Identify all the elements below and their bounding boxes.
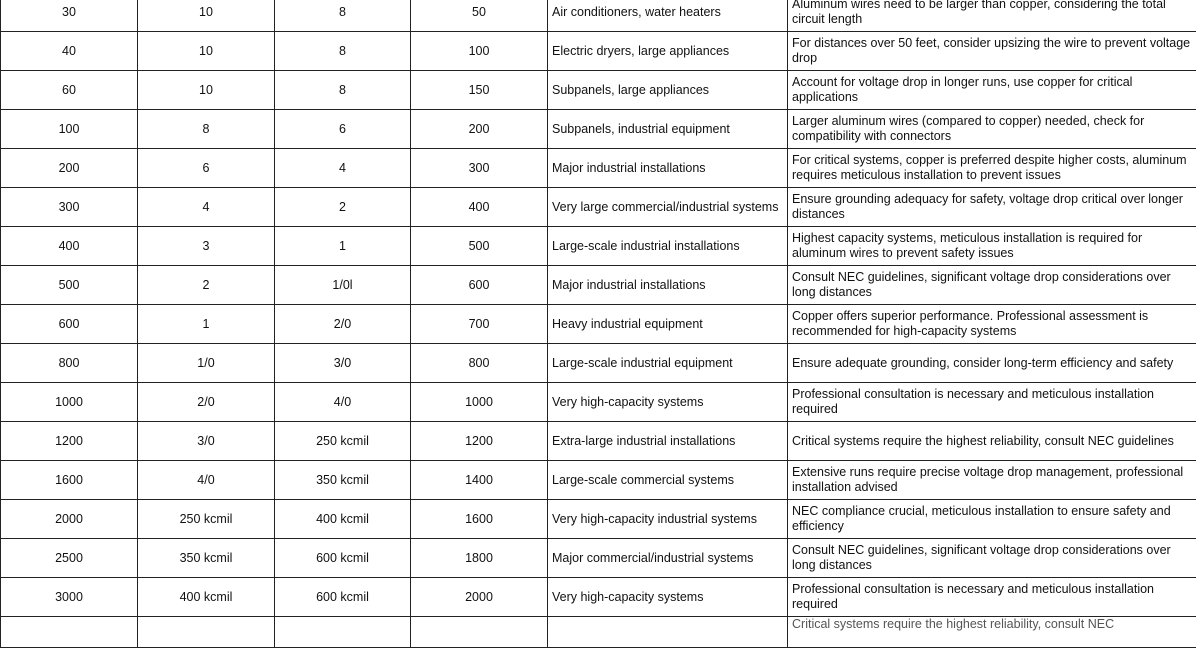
cell-col3: 4/0 <box>275 383 411 422</box>
cell-amps: 1000 <box>1 383 138 422</box>
cell-note: Consult NEC guidelines, significant voltage drop considerations over long distances <box>788 539 1196 578</box>
cell-col4 <box>411 617 548 648</box>
cell-col3: 2 <box>275 188 411 227</box>
cell-note: Copper offers superior performance. Professional assessment is recommended for high-capacity systems <box>788 305 1196 344</box>
cell-application: Very large commercial/industrial systems <box>548 188 788 227</box>
cell-application: Heavy industrial equipment <box>548 305 788 344</box>
cell-col3: 2/0 <box>275 305 411 344</box>
table-row <box>1 266 1196 305</box>
cell-col4: 1400 <box>411 461 548 500</box>
cell-amps: 800 <box>1 344 138 383</box>
cell-amps: 1600 <box>1 461 138 500</box>
cell-note: Critical systems require the highest reliability, consult NEC <box>788 617 1196 648</box>
cell-note: Account for voltage drop in longer runs, use copper for critical applications <box>788 71 1196 110</box>
cell-col2: 4/0 <box>138 461 275 500</box>
cell-amps: 400 <box>1 227 138 266</box>
cell-col4: 2000 <box>411 578 548 617</box>
cell-col4: 150 <box>411 71 548 110</box>
cell-col4: 100 <box>411 32 548 71</box>
table-row <box>1 110 1196 149</box>
cell-col2: 10 <box>138 32 275 71</box>
cell-amps: 500 <box>1 266 138 305</box>
cell-amps: 2500 <box>1 539 138 578</box>
table-row-partial <box>1 617 1196 648</box>
cell-amps: 60 <box>1 71 138 110</box>
cell-col4: 600 <box>411 266 548 305</box>
cell-note: Ensure grounding adequacy for safety, voltage drop critical over longer distances <box>788 188 1196 227</box>
cell-col2: 250 kcmil <box>138 500 275 539</box>
cell-note: Consult NEC guidelines, significant voltage drop considerations over long distances <box>788 266 1196 305</box>
table-row <box>1 0 1196 32</box>
cell-application: Large-scale industrial installations <box>548 227 788 266</box>
table-row <box>1 32 1196 71</box>
cell-note: Ensure adequate grounding, consider long-term efficiency and safety <box>788 344 1196 383</box>
table-row <box>1 227 1196 266</box>
table-row <box>1 500 1196 539</box>
cell-col2: 350 kcmil <box>138 539 275 578</box>
cell-application: Air conditioners, water heaters <box>548 0 788 32</box>
cell-application: Very high-capacity systems <box>548 383 788 422</box>
table-body <box>1 0 1196 648</box>
cell-col2: 400 kcmil <box>138 578 275 617</box>
cell-note: For critical systems, copper is preferred despite higher costs, aluminum requires meticulous installation to prevent issues <box>788 149 1196 188</box>
table-row <box>1 305 1196 344</box>
cell-note: Aluminum wires need to be larger than copper, considering the total circuit length <box>788 0 1196 32</box>
cell-amps: 200 <box>1 149 138 188</box>
cell-col3: 1/0l <box>275 266 411 305</box>
cell-col2: 3/0 <box>138 422 275 461</box>
cell-col4: 1600 <box>411 500 548 539</box>
table-row <box>1 578 1196 617</box>
cell-application: Subpanels, large appliances <box>548 71 788 110</box>
cell-col2: 6 <box>138 149 275 188</box>
cell-col2: 10 <box>138 71 275 110</box>
table-row <box>1 422 1196 461</box>
cell-col3: 6 <box>275 110 411 149</box>
cell-note: Professional consultation is necessary and meticulous installation required <box>788 578 1196 617</box>
cell-col3: 350 kcmil <box>275 461 411 500</box>
cell-amps: 1200 <box>1 422 138 461</box>
cell-col2: 10 <box>138 0 275 32</box>
cell-amps: 300 <box>1 188 138 227</box>
table-row <box>1 71 1196 110</box>
cell-col3: 8 <box>275 0 411 32</box>
cell-col2: 1/0 <box>138 344 275 383</box>
cell-note: Highest capacity systems, meticulous installation is required for aluminum wires to prevent safety issues <box>788 227 1196 266</box>
table-row <box>1 383 1196 422</box>
cell-col2: 1 <box>138 305 275 344</box>
cell-application: Major industrial installations <box>548 149 788 188</box>
table-row <box>1 149 1196 188</box>
table-row <box>1 461 1196 500</box>
cell-application: Large-scale commercial systems <box>548 461 788 500</box>
cell-note: Professional consultation is necessary and meticulous installation required <box>788 383 1196 422</box>
cell-col3: 8 <box>275 32 411 71</box>
cell-application: Subpanels, industrial equipment <box>548 110 788 149</box>
cell-col4: 400 <box>411 188 548 227</box>
cell-application: Very high-capacity industrial systems <box>548 500 788 539</box>
table-row <box>1 344 1196 383</box>
cell-application: Extra-large industrial installations <box>548 422 788 461</box>
cell-col2: 2 <box>138 266 275 305</box>
cell-amps: 600 <box>1 305 138 344</box>
cell-col3: 8 <box>275 71 411 110</box>
cell-amps: 40 <box>1 32 138 71</box>
cell-col3 <box>275 617 411 648</box>
cell-col4: 800 <box>411 344 548 383</box>
table-row <box>1 539 1196 578</box>
cell-application: Large-scale industrial equipment <box>548 344 788 383</box>
cell-col2: 4 <box>138 188 275 227</box>
cell-application <box>548 617 788 648</box>
cell-amps: 30 <box>1 0 138 32</box>
cell-col3: 400 kcmil <box>275 500 411 539</box>
cell-application: Major commercial/industrial systems <box>548 539 788 578</box>
cell-note: NEC compliance crucial, meticulous installation to ensure safety and efficiency <box>788 500 1196 539</box>
cell-col2: 3 <box>138 227 275 266</box>
cell-col4: 700 <box>411 305 548 344</box>
cell-col3: 250 kcmil <box>275 422 411 461</box>
cell-col4: 200 <box>411 110 548 149</box>
cell-note: Larger aluminum wires (compared to copper) needed, check for compatibility with connectors <box>788 110 1196 149</box>
cell-col4: 1000 <box>411 383 548 422</box>
cell-col4: 300 <box>411 149 548 188</box>
cell-application: Electric dryers, large appliances <box>548 32 788 71</box>
cell-note: Extensive runs require precise voltage drop management, professional installation advised <box>788 461 1196 500</box>
cell-col2 <box>138 617 275 648</box>
cell-col4: 1200 <box>411 422 548 461</box>
cell-col3: 600 kcmil <box>275 578 411 617</box>
cell-col2: 8 <box>138 110 275 149</box>
cell-col4: 50 <box>411 0 548 32</box>
cell-amps: 2000 <box>1 500 138 539</box>
cell-col3: 1 <box>275 227 411 266</box>
cell-note: For distances over 50 feet, consider upsizing the wire to prevent voltage drop <box>788 32 1196 71</box>
cell-note: Critical systems require the highest reliability, consult NEC guidelines <box>788 422 1196 461</box>
cell-amps <box>1 617 138 648</box>
cell-col2: 2/0 <box>138 383 275 422</box>
cell-col3: 3/0 <box>275 344 411 383</box>
cell-col3: 600 kcmil <box>275 539 411 578</box>
cell-col4: 1800 <box>411 539 548 578</box>
cell-application: Major industrial installations <box>548 266 788 305</box>
table-row <box>1 188 1196 227</box>
cell-col4: 500 <box>411 227 548 266</box>
cell-application: Very high-capacity systems <box>548 578 788 617</box>
cell-col3: 4 <box>275 149 411 188</box>
cell-amps: 100 <box>1 110 138 149</box>
cell-amps: 3000 <box>1 578 138 617</box>
